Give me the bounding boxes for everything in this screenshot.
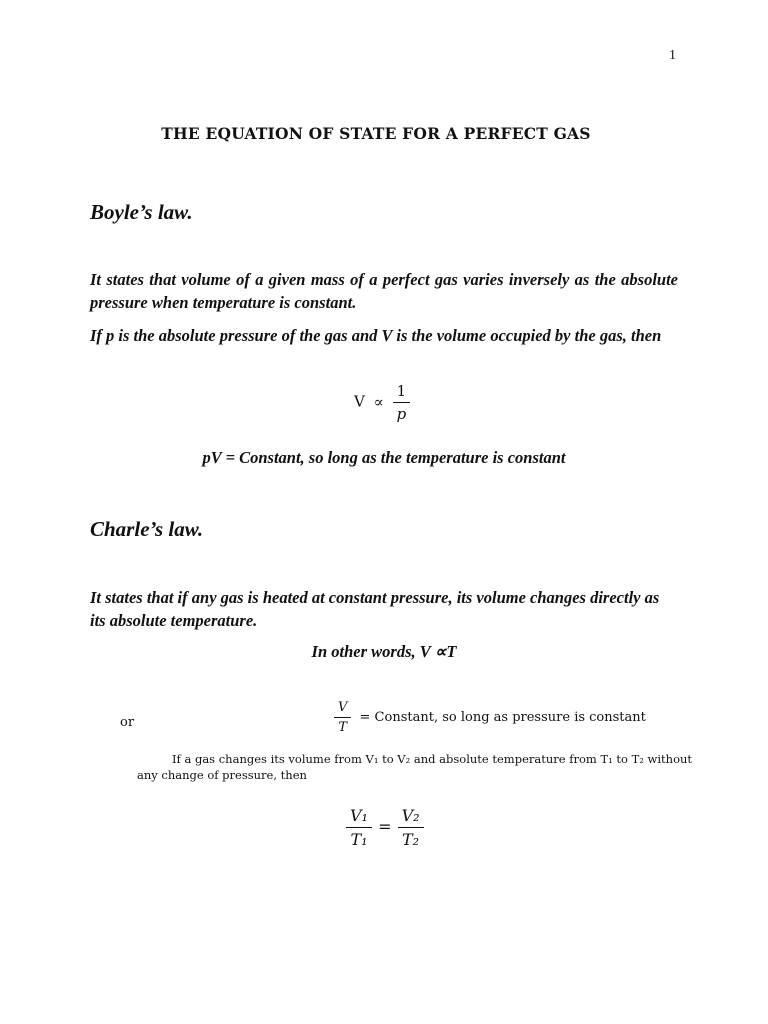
charles-other-words: In other words, V ∝T xyxy=(311,642,457,661)
document-title: THE EQUATION OF STATE FOR A PERFECT GAS xyxy=(161,124,591,143)
charles-equation-rest: = Constant, so long as pressure is constant xyxy=(359,710,646,725)
charles-fraction-numerator: V xyxy=(334,700,351,718)
boyle-fraction-numerator: 1 xyxy=(393,382,411,403)
ratio-v2: V₂ xyxy=(398,806,424,828)
ratio-t2: T₂ xyxy=(402,830,420,849)
change-description-line-1: If a gas changes its volume from V₁ to V₂ and absolute temperature from T₁ to T₂ without xyxy=(172,752,693,766)
charles-paragraph-1: It states that if any gas is heated at constant pressure, its volume changes directly as its absolute temperature. xyxy=(90,588,660,630)
ratio-equation xyxy=(346,806,424,849)
boyle-fraction xyxy=(393,382,411,423)
ratio-right-fraction xyxy=(398,806,424,849)
or-label: or xyxy=(120,715,135,730)
proportional-symbol: ∝ xyxy=(373,392,384,411)
boyle-paragraph-2: If p is the absolute pressure of the gas and V is the volume occupied by the gas, then xyxy=(90,326,662,345)
change-description-line-2: any change of pressure, then xyxy=(137,768,307,782)
boyle-paragraph-1: It states that volume of a given mass of a perfect gas varies inversely as the absolute pressure when temperature is constant. xyxy=(90,270,678,312)
charles-fraction-denominator: T xyxy=(338,720,348,735)
boyle-fraction-denominator: p xyxy=(396,405,407,423)
ratio-v1: V₁ xyxy=(346,806,372,828)
page-number: 1 xyxy=(669,48,676,63)
ratio-t1: T₁ xyxy=(350,830,368,849)
ratio-equals: = xyxy=(378,817,392,836)
ratio-left-fraction xyxy=(346,806,372,849)
charles-heading: Charle’s law. xyxy=(90,517,204,541)
boyle-statement: pV = Constant, so long as the temperature is constant xyxy=(202,448,566,467)
boyle-proportion-equation xyxy=(354,382,410,423)
charles-constant-equation xyxy=(334,700,646,735)
boyle-eq-lhs: V xyxy=(354,392,365,411)
charles-fraction xyxy=(334,700,351,735)
boyle-heading: Boyle’s law. xyxy=(90,200,193,224)
